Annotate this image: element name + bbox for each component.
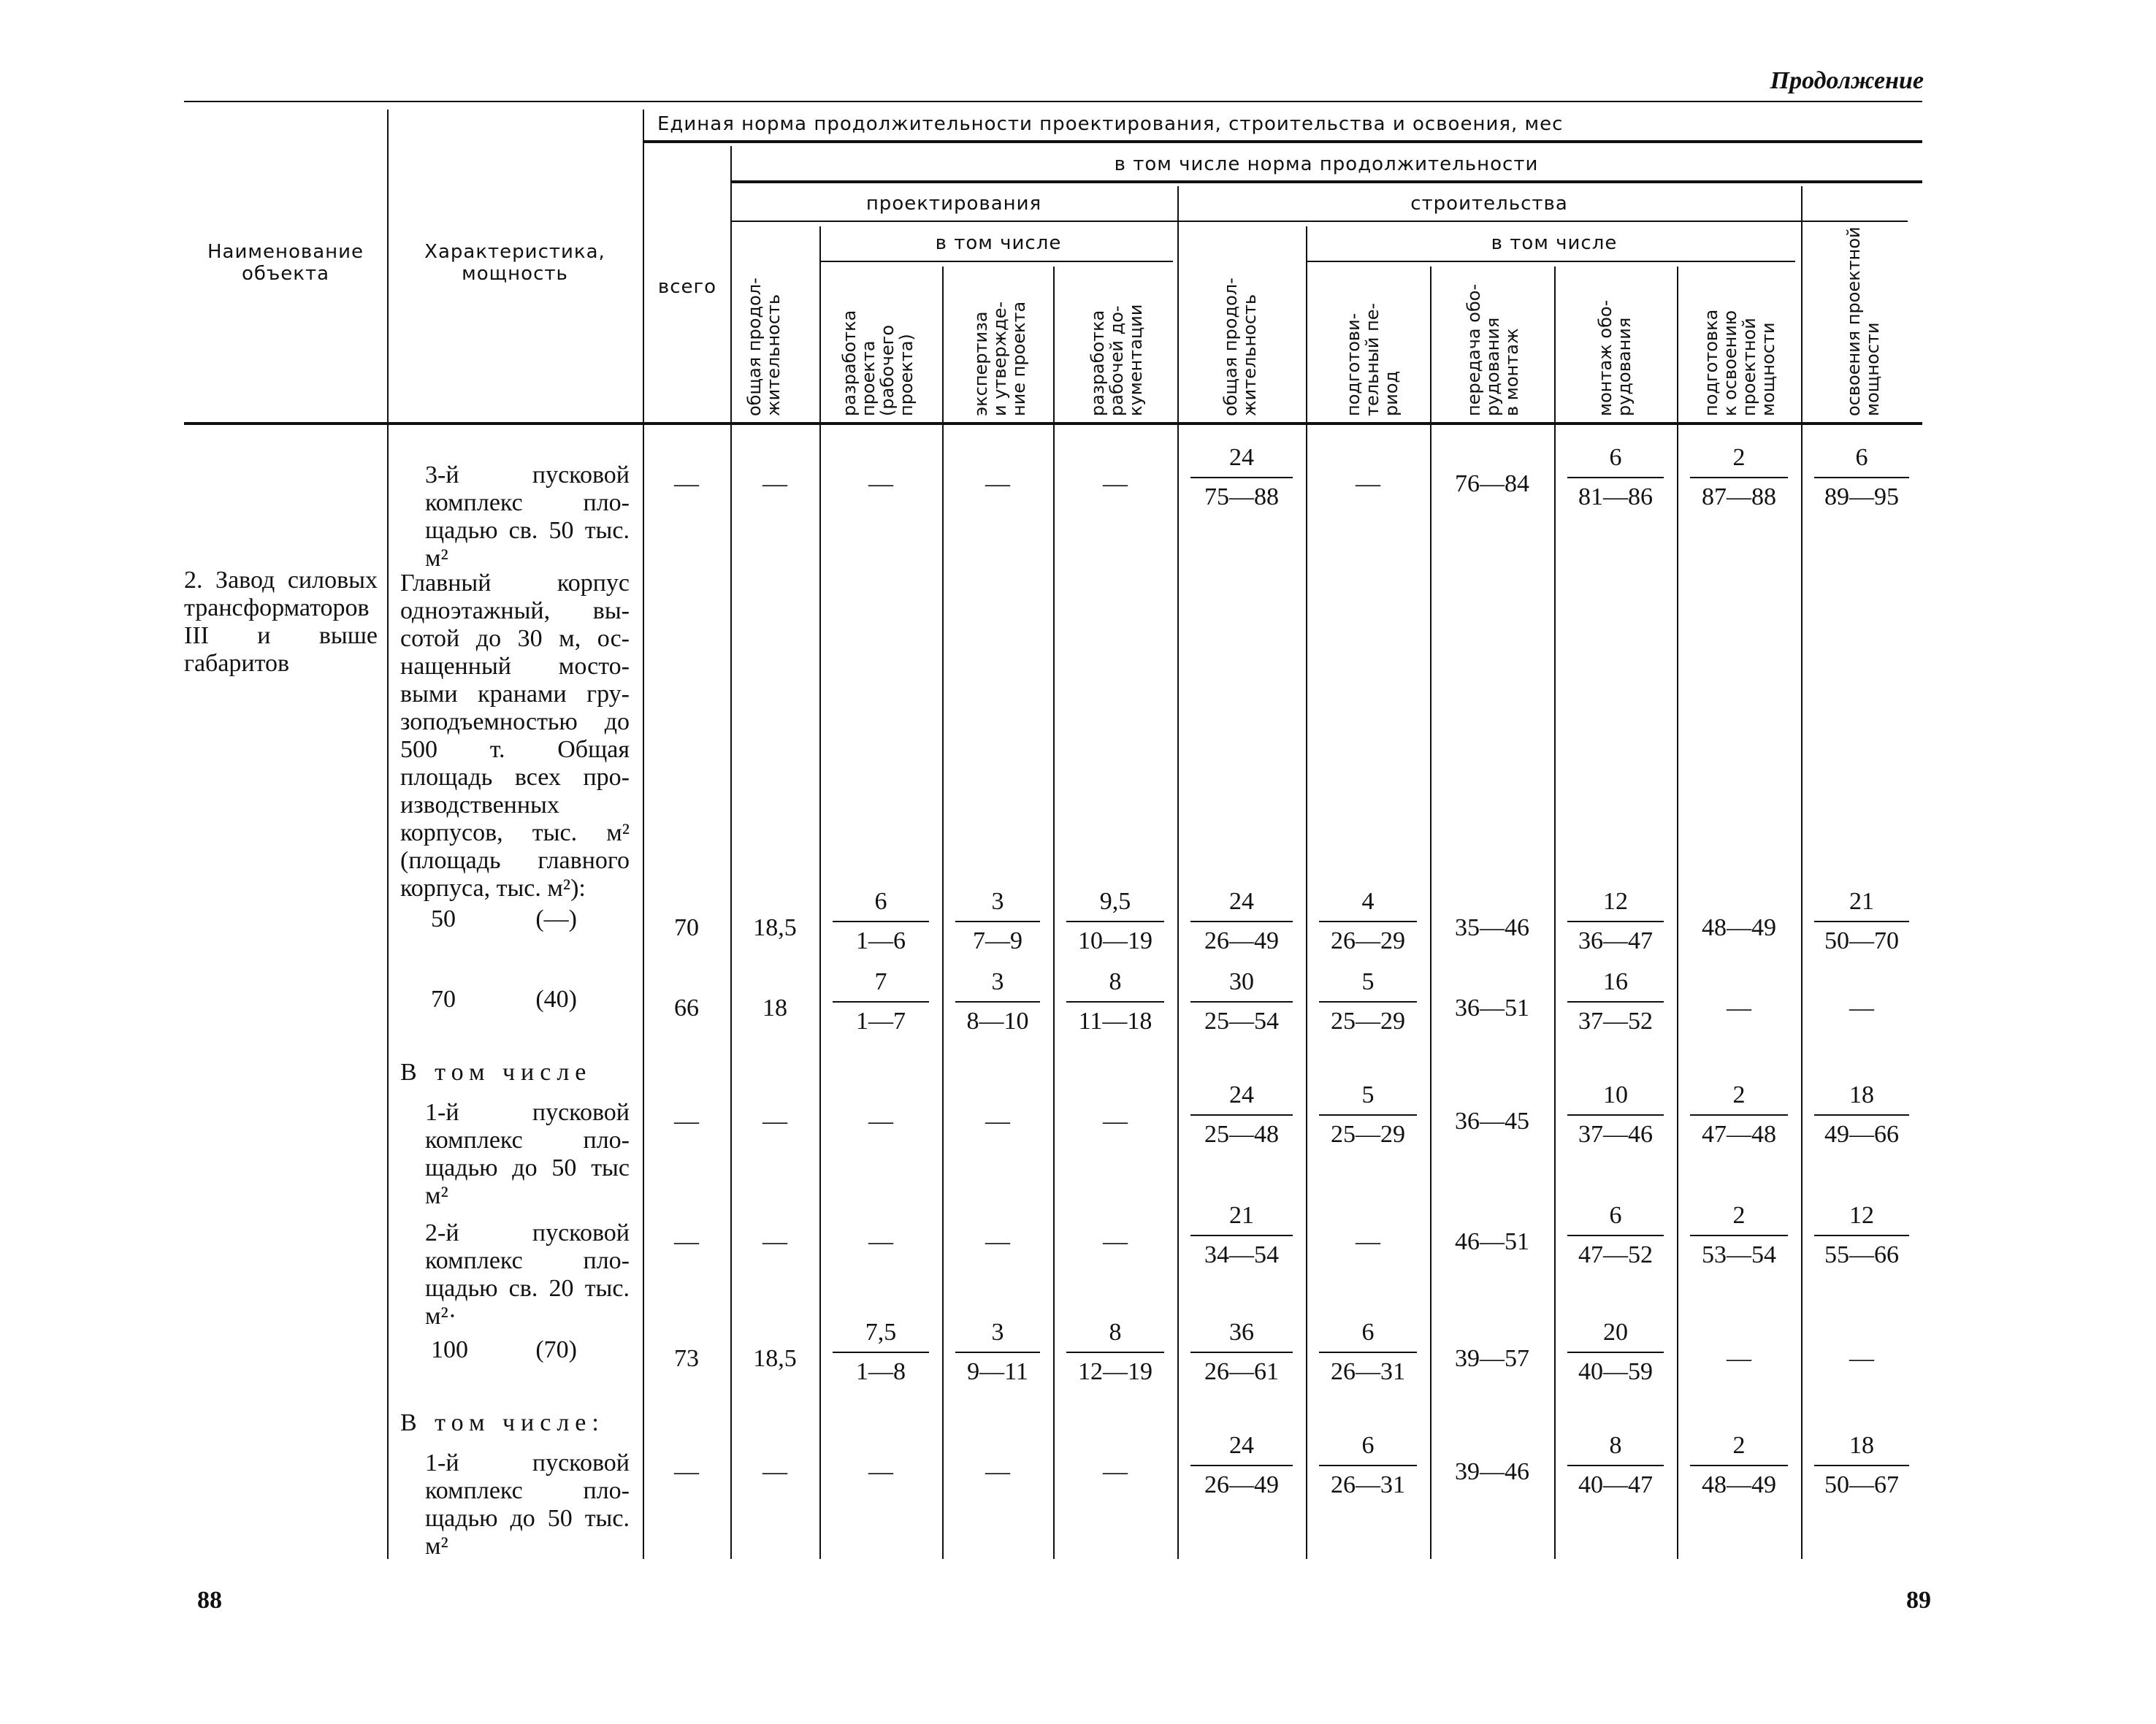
cell-c_transfer: 76—84: [1455, 470, 1529, 497]
fraction-numerator: 2: [1690, 443, 1788, 478]
cell-d_proj: —: [868, 470, 893, 497]
header-design-incl: в том числе: [935, 232, 1062, 254]
fraction-denominator: 87—88: [1702, 483, 1776, 510]
fraction-denominator: 8—10: [966, 1008, 1029, 1035]
header-incl-norm: в том числе норма продолжительности: [1114, 153, 1539, 175]
cell-master: —: [1849, 1345, 1874, 1372]
fraction-denominator: 11—18: [1078, 1008, 1152, 1035]
fraction-denominator: 34—54: [1204, 1241, 1279, 1268]
fraction-d_proj: [833, 887, 929, 956]
cell-vsego: 70: [674, 914, 699, 941]
cell-c_transfer: 36—51: [1455, 995, 1529, 1022]
fraction-c_prepm: [1690, 1081, 1788, 1149]
fraction-numerator: 24: [1190, 1431, 1293, 1466]
fraction-denominator: 25—29: [1331, 1121, 1405, 1148]
fraction-c_total: [1190, 887, 1293, 956]
cell-vsego: —: [674, 1108, 699, 1135]
col-install: монтаж обо- рудования: [1595, 299, 1635, 416]
fraction-denominator: 48—49: [1702, 1471, 1776, 1498]
fraction-denominator: 26—49: [1204, 1471, 1279, 1498]
cell-c_transfer: 36—45: [1455, 1108, 1529, 1135]
row-description: В том числе: [400, 1059, 592, 1086]
fraction-numerator: 10: [1567, 1081, 1664, 1116]
fraction-denominator: 50—67: [1824, 1471, 1899, 1498]
fraction-numerator: 24: [1190, 887, 1293, 922]
fraction-denominator: 26—31: [1331, 1358, 1405, 1385]
row-description: 70 (40): [431, 986, 577, 1013]
fraction-c_prep: [1319, 968, 1417, 1036]
fraction-c_total: [1190, 1431, 1293, 1500]
fraction-c_total: [1190, 1318, 1293, 1387]
rule-incl-norm: [730, 180, 1922, 183]
fraction-denominator: 36—47: [1578, 927, 1653, 954]
fraction-c_prep: [1319, 887, 1417, 956]
fraction-denominator: 1—7: [856, 1008, 906, 1035]
rule-design-incl: [819, 261, 1173, 262]
fraction-numerator: 30: [1190, 968, 1293, 1003]
row-description: Главный корпус одноэтажный, высотой до 30 м, оснащенный мостовыми кранами грузоподъемностью до 500 т. Общая площадь всех производственных корпусов, тыс. м² (площадь главного корпуса, тыс. м²):: [400, 570, 630, 902]
cell-d_work: —: [1103, 1108, 1128, 1135]
vrule-dwork: [1177, 186, 1179, 1559]
cell-d_proj: —: [868, 1228, 893, 1255]
cell-c_prepm: —: [1727, 1345, 1751, 1372]
fraction-numerator: 18: [1814, 1081, 1909, 1116]
rule-design-construction: [730, 221, 1908, 222]
cell-d_work: —: [1103, 1228, 1128, 1255]
cell-vsego: —: [674, 470, 699, 497]
page-number-left: 88: [197, 1587, 222, 1614]
cell-vsego: 66: [674, 995, 699, 1022]
fraction-d_exp: [955, 887, 1040, 956]
row-description: 100 (70): [431, 1336, 577, 1363]
header-construction: строительства: [1410, 193, 1568, 215]
header-unified: Единая норма продолжительности проектирования, строительства и освоения, мес: [657, 113, 1564, 135]
fraction-numerator: 24: [1190, 443, 1293, 478]
fraction-d_exp: [955, 968, 1040, 1036]
fraction-denominator: 25—54: [1204, 1008, 1279, 1035]
cell-d_total: 18,5: [753, 914, 797, 941]
fraction-c_install: [1567, 1431, 1664, 1500]
cell-d_exp: —: [985, 470, 1010, 497]
fraction-c_prepm: [1690, 443, 1788, 512]
fraction-denominator: 47—52: [1578, 1241, 1653, 1268]
vrule-dproj: [942, 267, 944, 1559]
fraction-numerator: 16: [1567, 968, 1664, 1003]
fraction-c_install: [1567, 443, 1664, 512]
fraction-numerator: 7,5: [833, 1318, 929, 1353]
fraction-numerator: 6: [833, 887, 929, 922]
fraction-denominator: 25—48: [1204, 1121, 1279, 1148]
cell-c_prep: —: [1356, 1228, 1380, 1255]
fraction-c_prepm: [1690, 1201, 1788, 1270]
fraction-denominator: 75—88: [1204, 483, 1279, 510]
fraction-numerator: 18: [1814, 1431, 1909, 1466]
col-expertise: экспертиза и утвержде- ние проекта: [971, 301, 1029, 416]
fraction-denominator: 37—52: [1578, 1008, 1653, 1035]
header-char: Характеристика, мощность: [424, 241, 605, 285]
fraction-numerator: 2: [1690, 1431, 1788, 1466]
col-workdocs: разработка рабочей до- кументации: [1087, 304, 1146, 416]
fraction-c_install: [1567, 1081, 1664, 1149]
fraction-c_total: [1190, 443, 1293, 512]
cell-d_total: 18: [762, 995, 787, 1022]
fraction-denominator: 1—6: [856, 927, 906, 954]
vrule-ctransfer: [1554, 267, 1556, 1559]
fraction-d_work: [1066, 968, 1164, 1036]
cell-d_exp: —: [985, 1458, 1010, 1485]
fraction-denominator: 49—66: [1824, 1121, 1899, 1148]
col-project-dev: разработка проекта (рабочего проекта): [839, 310, 917, 416]
row-description: 3-й пусковой комплекс площадью св. 50 тыс. м²: [425, 461, 630, 572]
cell-d_total: —: [762, 1458, 787, 1485]
cell-d_work: —: [1103, 1458, 1128, 1485]
fraction-numerator: 7: [833, 968, 929, 1003]
fraction-denominator: 1—8: [856, 1358, 906, 1385]
fraction-denominator: 81—86: [1578, 483, 1653, 510]
cell-d_exp: —: [985, 1108, 1010, 1135]
fraction-denominator: 9—11: [967, 1358, 1028, 1385]
fraction-c_prepm: [1690, 1431, 1788, 1500]
fraction-denominator: 10—19: [1078, 927, 1152, 954]
cell-master: —: [1849, 995, 1874, 1022]
fraction-denominator: 12—19: [1078, 1358, 1152, 1385]
rule-construction-incl: [1306, 261, 1795, 262]
cell-c_transfer: 39—57: [1455, 1345, 1529, 1372]
cell-c_transfer: 46—51: [1455, 1228, 1529, 1255]
continuation-label: Продолжение: [1770, 67, 1924, 94]
fraction-numerator: 9,5: [1066, 887, 1164, 922]
fraction-c_total: [1190, 1081, 1293, 1149]
fraction-numerator: 2: [1690, 1201, 1788, 1236]
fraction-master: [1814, 443, 1909, 512]
cell-vsego: —: [674, 1458, 699, 1485]
header-vsego: всего: [657, 276, 717, 298]
header-design: проектирования: [865, 193, 1042, 215]
fraction-numerator: 3: [955, 968, 1040, 1003]
row-description: 2-й пусковой комплекс площадью св. 20 тыс. м²·: [425, 1219, 630, 1330]
fraction-master: [1814, 1201, 1909, 1270]
fraction-d_work: [1066, 1318, 1164, 1387]
cell-c_prepm: —: [1727, 995, 1751, 1022]
cell-vsego: —: [674, 1228, 699, 1255]
page-number-right: 89: [1906, 1587, 1931, 1614]
fraction-denominator: 53—54: [1702, 1241, 1776, 1268]
row-description: 1-й пусковой комплекс площадью до 50 тыс. м²: [425, 1449, 630, 1560]
fraction-d_work: [1066, 887, 1164, 956]
fraction-d_exp: [955, 1318, 1040, 1387]
header-construction-incl: в том числе: [1491, 232, 1618, 254]
col-design-total: общая продол- жительность: [744, 277, 784, 416]
fraction-denominator: 26—31: [1331, 1471, 1405, 1498]
fraction-numerator: 6: [1567, 443, 1664, 478]
vrule-char: [643, 110, 644, 1559]
fraction-master: [1814, 1431, 1909, 1500]
fraction-numerator: 8: [1567, 1431, 1664, 1466]
vrule-ctotal: [1306, 226, 1307, 1559]
row-description: 50 (—): [431, 905, 577, 932]
cell-d_total: —: [762, 1228, 787, 1255]
cell-c_prepm: 48—49: [1702, 914, 1776, 941]
fraction-denominator: 25—29: [1331, 1008, 1405, 1035]
cell-c_prep: —: [1356, 470, 1380, 497]
fraction-numerator: 24: [1190, 1081, 1293, 1116]
cell-d_total: —: [762, 470, 787, 497]
fraction-denominator: 26—61: [1204, 1358, 1279, 1385]
cell-d_total: —: [762, 1108, 787, 1135]
fraction-denominator: 26—29: [1331, 927, 1405, 954]
fraction-numerator: 4: [1319, 887, 1417, 922]
vrule-name: [387, 110, 389, 1559]
row-description: 1-й пусковой комплекс площадью до 50 тыс м²: [425, 1099, 630, 1209]
cell-d_proj: —: [868, 1108, 893, 1135]
fraction-numerator: 5: [1319, 1081, 1417, 1116]
fraction-denominator: 40—59: [1578, 1358, 1653, 1385]
cell-d_total: 18,5: [753, 1345, 797, 1372]
col-prep: подготови- тельный пе- риод: [1343, 302, 1402, 416]
col-master: освоения проектной мощности: [1843, 226, 1883, 416]
cell-vsego: 73: [674, 1345, 699, 1372]
fraction-numerator: 21: [1190, 1201, 1293, 1236]
fraction-denominator: 26—49: [1204, 927, 1279, 954]
cell-d_exp: —: [985, 1228, 1010, 1255]
fraction-c_prep: [1319, 1318, 1417, 1387]
fraction-numerator: 21: [1814, 887, 1909, 922]
fraction-c_prep: [1319, 1431, 1417, 1500]
fraction-numerator: 12: [1567, 887, 1664, 922]
fraction-denominator: 37—46: [1578, 1121, 1653, 1148]
fraction-d_proj: [833, 1318, 929, 1387]
fraction-c_install: [1567, 1201, 1664, 1270]
fraction-numerator: 3: [955, 887, 1040, 922]
fraction-numerator: 36: [1190, 1318, 1293, 1353]
fraction-denominator: 7—9: [973, 927, 1022, 954]
rule-unified: [643, 140, 1922, 143]
fraction-master: [1814, 1081, 1909, 1149]
header-name: Наименование объекта: [207, 241, 364, 285]
fraction-c_prep: [1319, 1081, 1417, 1149]
fraction-denominator: 50—70: [1824, 927, 1899, 954]
fraction-numerator: 12: [1814, 1201, 1909, 1236]
vrule-dexp: [1053, 267, 1055, 1559]
object-name: 2. Завод силовых трансформаторов III и выше габаритов: [184, 567, 378, 677]
fraction-numerator: 6: [1814, 443, 1909, 478]
fraction-numerator: 2: [1690, 1081, 1788, 1116]
fraction-numerator: 8: [1066, 1318, 1164, 1353]
fraction-numerator: 8: [1066, 968, 1164, 1003]
fraction-c_install: [1567, 887, 1664, 956]
fraction-numerator: 5: [1319, 968, 1417, 1003]
fraction-numerator: 6: [1319, 1431, 1417, 1466]
table-top-rule: [184, 101, 1922, 102]
fraction-c_install: [1567, 968, 1664, 1036]
cell-d_work: —: [1103, 470, 1128, 497]
fraction-denominator: 47—48: [1702, 1121, 1776, 1148]
col-prep-master: подготовка к освоению проектной мощности: [1701, 309, 1778, 416]
vrule-dtotal: [819, 226, 821, 1559]
fraction-denominator: 40—47: [1578, 1471, 1653, 1498]
col-constr-total: общая продол- жительность: [1220, 277, 1260, 416]
fraction-numerator: 6: [1567, 1201, 1664, 1236]
fraction-master: [1814, 887, 1909, 956]
row-description: В том числе:: [400, 1409, 605, 1436]
cell-c_transfer: 39—46: [1455, 1458, 1529, 1485]
fraction-c_total: [1190, 1201, 1293, 1270]
fraction-numerator: 3: [955, 1318, 1040, 1353]
cell-d_proj: —: [868, 1458, 893, 1485]
fraction-c_install: [1567, 1318, 1664, 1387]
fraction-denominator: 55—66: [1824, 1241, 1899, 1268]
fraction-denominator: 89—95: [1824, 483, 1899, 510]
col-transfer: передача обо- рудования в монтаж: [1464, 283, 1522, 416]
cell-c_transfer: 35—46: [1455, 914, 1529, 941]
fraction-d_proj: [833, 968, 929, 1036]
fraction-numerator: 6: [1319, 1318, 1417, 1353]
fraction-numerator: 20: [1567, 1318, 1664, 1353]
fraction-c_total: [1190, 968, 1293, 1036]
